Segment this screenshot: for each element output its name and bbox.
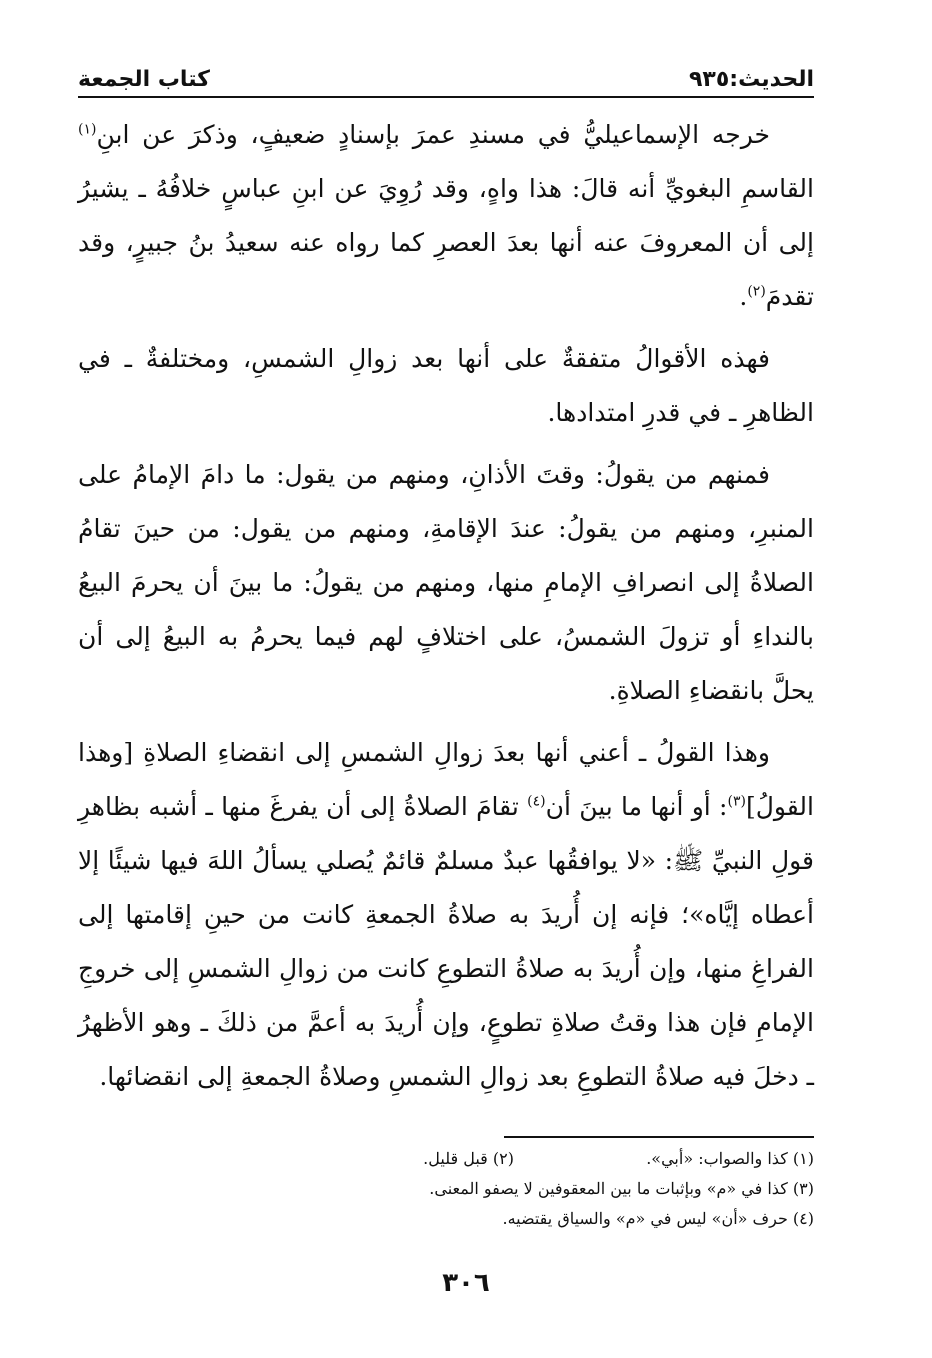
footnote-4: (٤) حرف «أن» ليس في «م» والسياق يقتضيه. bbox=[502, 1209, 814, 1228]
hadith-number: الحديث:٩٣٥ bbox=[688, 67, 814, 92]
paragraph-1-part-a: خرجه الإسماعيليُّ في مسندِ عمرَ بإسنادٍ ضعيفٍ، وذكرَ عن ابنِ bbox=[96, 120, 770, 149]
footnote-1: (١) كذا والصواب: «أبي». bbox=[646, 1149, 814, 1168]
paragraph-1-part-c: . bbox=[739, 282, 748, 311]
main-text bbox=[78, 108, 814, 1112]
footnote-2: (٢) قبل قليل. bbox=[423, 1149, 514, 1168]
paragraph-4-part-b: : أو أنها ما بينَ أن bbox=[545, 792, 728, 821]
footnote-3: (٣) كذا في «م» وبإثبات ما بين المعقوفين لا يصفو المعنى. bbox=[429, 1179, 814, 1198]
header-rule bbox=[78, 96, 814, 98]
footnote-ref-4[interactable]: (٤) bbox=[527, 793, 546, 810]
running-head bbox=[78, 52, 814, 92]
paragraph-4-part-a: وهذا القولُ ـ أعني أنها بعدَ زوالِ الشمسِ إلى انقضاءِ الصلاةِ [وهذا القولُ] bbox=[78, 738, 814, 821]
page-number: ٣٠٦ bbox=[442, 1268, 490, 1298]
paragraph-4 bbox=[78, 726, 814, 1104]
book-title: كتاب الجمعة bbox=[78, 67, 210, 92]
footnote-rule bbox=[504, 1136, 814, 1138]
footnote-ref-3[interactable]: (٣) bbox=[727, 793, 746, 810]
footnote-row-1 bbox=[78, 1144, 814, 1174]
footnotes bbox=[78, 1144, 814, 1234]
footnote-ref-2[interactable]: (٢) bbox=[747, 283, 766, 300]
paragraph-4-part-c: تقامَ الصلاةُ إلى أن يفرغَ منها ـ أشبه بظاهرِ قولِ النبيِّ ﷺ: «لا يوافقُها عبدٌ مسلمٌ قائمٌ يُصلي يسألُ اللهَ فيها شيئًا إلا أعطاه إيَّاه»؛ فإنه إن أُريدَ به صلاةُ الجمعةِ كانت من حينِ إقامتها إلى الفراغِ منها، وإن أُريدَ به صلاةُ التطوعِ كانت من زوالِ الشمسِ إلى خروجِ الإمامِ فإن هذا وقتُ صلاةِ تطوعٍ، وإن أُريدَ به أعمَّ من ذلكَ ـ وهو الأظهرُ ـ دخلَ فيه صلاةُ التطوعِ بعد زوالِ الشمسِ وصلاةُ الجمعةِ إلى انقضائها. bbox=[78, 792, 814, 1091]
paragraph-1 bbox=[78, 108, 814, 324]
footnote-ref-1[interactable]: (١) bbox=[78, 121, 97, 138]
paragraph-2: فهذه الأقوالُ متفقةٌ على أنها بعد زوالِ الشمسِ، ومختلفةٌ ـ في الظاهرِ ـ في قدرِ امتدادها. bbox=[78, 344, 814, 427]
paragraph-1-part-b: القاسمِ البغويِّ أنه قالَ: هذا واهٍ، وقد رُوِيَ عن ابنِ عباسٍ خلافُهُ ـ يشيرُ إلى أن المعروفَ عنه أنها بعدَ العصرِ كما رواه عنه سعيدُ بنُ جبيرٍ، وقد تقدمَ bbox=[78, 174, 814, 311]
paragraph-3: فمنهم من يقولُ: وقتَ الأذانِ، ومنهم من يقول: ما دامَ الإمامُ على المنبرِ، ومنهم من يقولُ: عندَ الإقامةِ، ومنهم من يقول: من حينَ تقامُ الصلاةُ إلى انصرافِ الإمامِ منها، ومنهم من يقولُ: ما بينَ أن يحرمَ البيعُ بالنداءِ أو تزولَ الشمسُ، على اختلافٍ لهم فيما يحرمُ به البيعُ إلى أن يحلَّ بانقضاءِ الصلاةِ. bbox=[78, 460, 814, 705]
